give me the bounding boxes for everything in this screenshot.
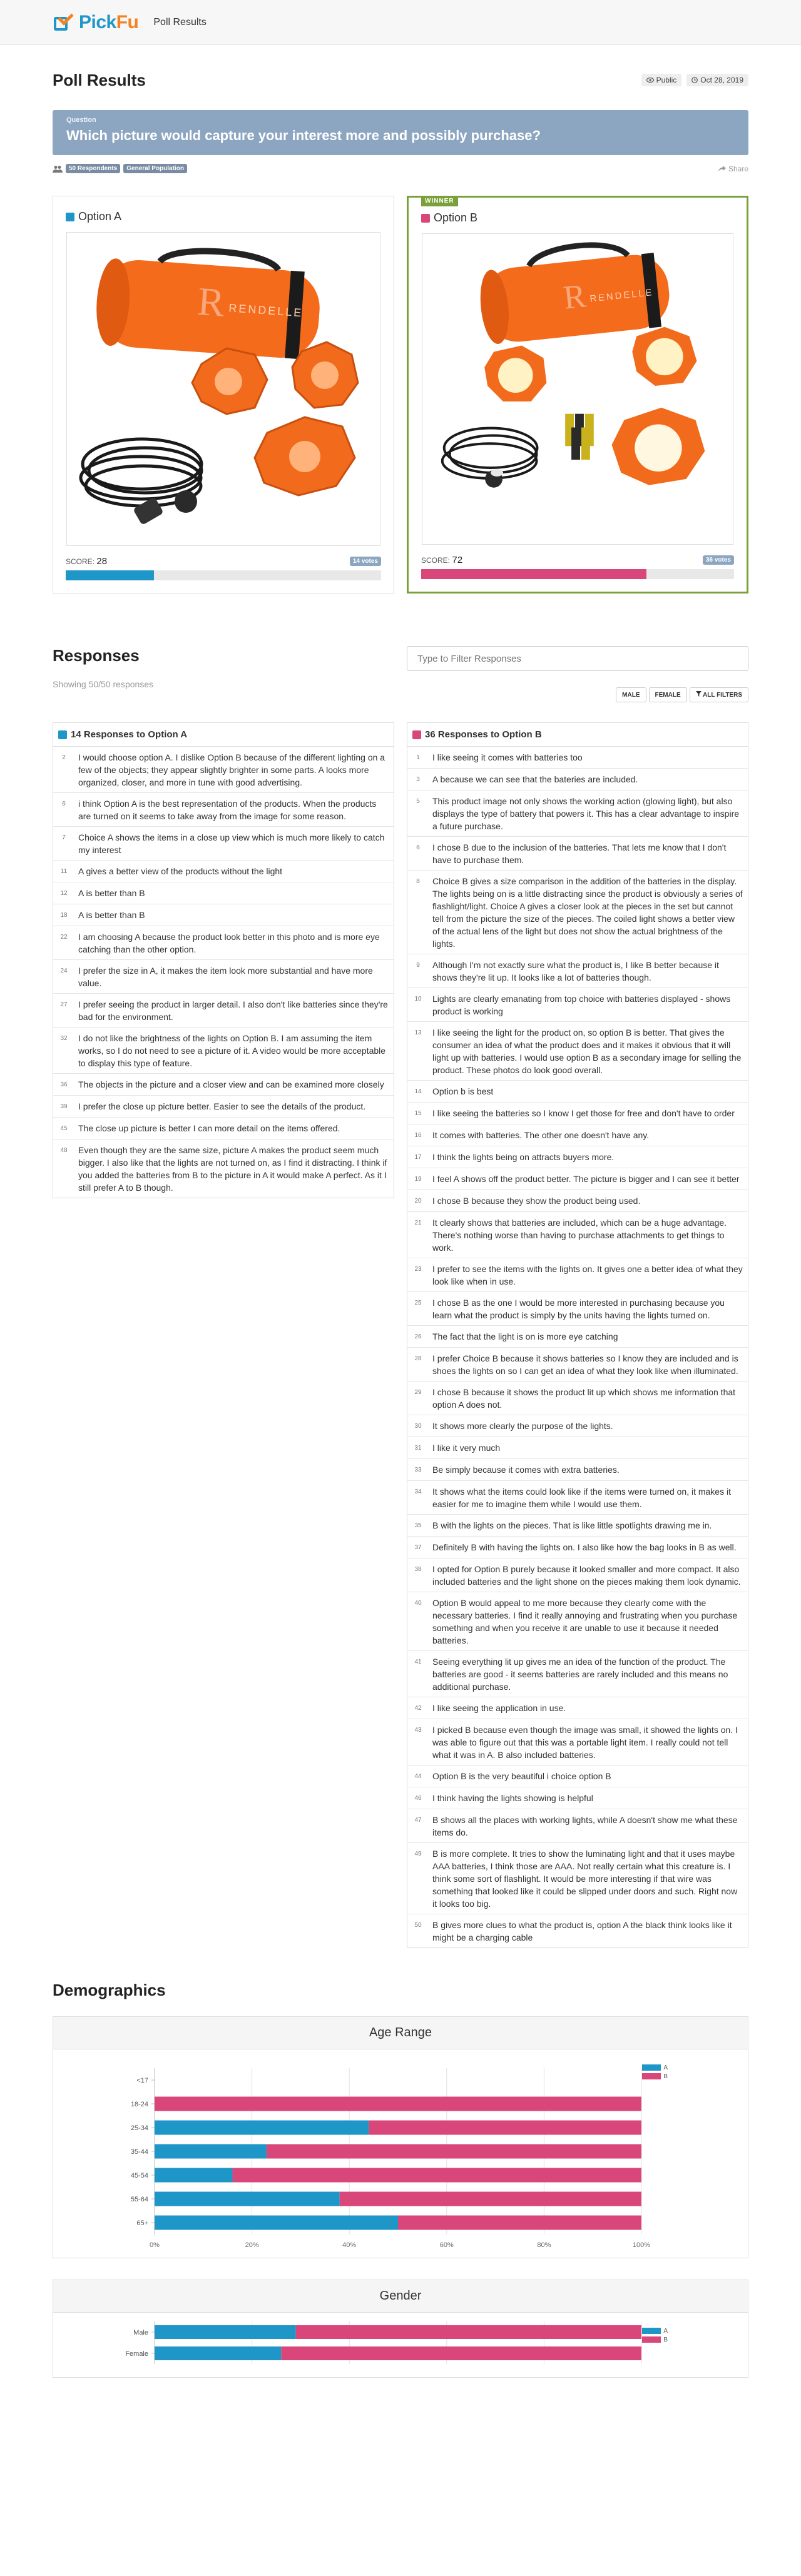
respondent-number: 48 <box>60 1147 68 1154</box>
option-b-response <box>407 871 748 954</box>
respondent-number: 19 <box>414 1176 422 1183</box>
option-a-response <box>53 861 394 882</box>
response-text: It shows more clearly the purpose of the lights. <box>432 1421 613 1431</box>
x-tick-label: 20% <box>245 2241 259 2249</box>
response-text: I chose B because they show the product being used. <box>432 1196 641 1206</box>
response-text: Choice A shows the items in a close up view which is much more likely to catch my interest <box>78 832 385 855</box>
respondents-tag[interactable]: 50 Respondents <box>66 164 120 173</box>
response-text: I do not like the brightness of the lights on Option B. I am assuming the item works, so I do not need to see a picture of it. A video would be more acceptable to display this type of feature. <box>78 1033 386 1068</box>
category-label: 55-64 <box>130 2196 148 2203</box>
option-a-score-fill <box>66 570 154 580</box>
option-b-votes: 36 votes <box>703 555 734 565</box>
respondent-number: 35 <box>414 1522 422 1529</box>
option-b-response <box>407 1124 748 1146</box>
option-a-responses-heading: 14 Responses to Option A <box>71 729 188 740</box>
response-text: I prefer Choice B because it shows batteries so I know they are included and is shoes the lights on so I can get an idea of what they look like when illuminated. <box>432 1353 738 1376</box>
respondent-number: 21 <box>414 1220 422 1226</box>
respondent-number: 13 <box>414 1029 422 1036</box>
responses-count: Showing 50/50 responses <box>53 679 154 689</box>
gender-chart-title: Gender <box>53 2280 748 2313</box>
respondent-number: 46 <box>414 1795 422 1802</box>
option-b-response <box>407 1168 748 1190</box>
option-b-response <box>407 1437 748 1459</box>
age-range-chart-title: Age Range <box>53 2017 748 2049</box>
respondent-number: 43 <box>414 1727 422 1734</box>
respondent-number: 6 <box>416 844 420 851</box>
x-tick-label: 0% <box>150 2241 160 2249</box>
response-text: This product image not only shows the working action (glowing light), but also displays the type of battery that powers it. This has a clear advantage to inspire a future purchase. <box>432 796 740 831</box>
response-text: It comes with batteries. The other one doesn't have any. <box>432 1130 650 1140</box>
option-b-score-bar <box>421 569 734 579</box>
gender-chart-card <box>53 2280 748 2378</box>
bar-segment-b[interactable] <box>155 2097 641 2111</box>
response-text: I think the lights being on attracts buyers more. <box>432 1152 615 1162</box>
response-text: Be simply because it comes with extra batteries. <box>432 1465 620 1475</box>
question-text: Which picture would capture your interest more and possibly purchase? <box>66 128 541 143</box>
winner-badge: WINNER <box>421 196 458 206</box>
filter-female-button[interactable]: FEMALE <box>649 687 687 702</box>
option-b-response <box>407 1348 748 1381</box>
option-a-product-picture <box>67 233 380 545</box>
legend-a-label: A <box>663 2327 668 2335</box>
option-b-responses-heading: 36 Responses to Option B <box>425 729 542 740</box>
bar-segment-b[interactable] <box>267 2144 641 2159</box>
legend-b-label: B <box>663 2073 668 2080</box>
response-text: I prefer seeing the product in larger detail. I also don't like batteries since they're bad for the environment. <box>78 999 388 1022</box>
bar-segment-b[interactable] <box>296 2325 641 2339</box>
response-text: A is better than B <box>78 888 145 898</box>
respondent-number: 25 <box>414 1300 422 1306</box>
respondent-number: 30 <box>414 1423 422 1430</box>
users-icon <box>53 165 63 173</box>
category-label: 45-54 <box>130 2172 148 2179</box>
option-a-swatch <box>58 730 67 739</box>
response-text: I like seeing the light for the product on, so option B is better. That gives the consumer an idea of what the product does and it makes it obvious that it will light up with batteries. I would use option B as a secondary image for selling the product. These photos do look good overall. <box>432 1028 742 1075</box>
audience-tag[interactable]: General Population <box>123 164 187 173</box>
logo-check-icon <box>53 12 74 33</box>
response-text: B is more complete. It tries to show the luminating light and that it uses maybe AAA batteries, I think those are AAA. Not really certain what this creature is. I think some sort of flashlight. It would be more interesting if that wire was something that looked like it could be slipped under doors and such. Right now it looks too big. <box>432 1849 738 1909</box>
gender-chart-legend <box>642 2326 668 2344</box>
respondent-number: 22 <box>60 934 68 941</box>
respondent-number: 28 <box>414 1355 422 1362</box>
respondent-number: 26 <box>414 1333 422 1340</box>
option-b-response <box>407 1190 748 1212</box>
respondent-number: 47 <box>414 1817 422 1824</box>
respondent-number: 41 <box>414 1659 422 1665</box>
svg-text:RENDELLE: RENDELLE <box>228 301 304 320</box>
response-text: i think Option A is the best representation of the products. When the products are turned on it seems to take away from the image for some reason. <box>78 799 377 821</box>
age-chart-legend <box>642 2063 668 2081</box>
visibility-badge: Public <box>641 74 682 86</box>
option-b-responses <box>407 722 748 1948</box>
response-text: I feel A shows off the product better. The picture is bigger and I can see it better <box>432 1174 740 1184</box>
response-text: I prefer the close up picture better. Easier to see the details of the product. <box>78 1101 366 1111</box>
option-a-responses <box>53 722 394 1198</box>
response-text: I like seeing it comes with batteries too <box>432 752 583 762</box>
respondent-number: 8 <box>416 878 420 885</box>
response-text: Although I'm not exactly sure what the product is, I like B better because it shows they're lit up. It looks like a lot of batteries though. <box>432 960 719 982</box>
option-b-response <box>407 1843 748 1914</box>
response-text: I like seeing the application in use. <box>432 1703 566 1713</box>
option-b-response <box>407 1459 748 1481</box>
respondent-number: 36 <box>60 1081 68 1088</box>
option-a-response <box>53 926 394 960</box>
option-b-response <box>407 1651 748 1697</box>
option-b-swatch <box>421 214 430 223</box>
respondent-number: 1 <box>416 754 420 761</box>
respondent-number: 50 <box>414 1922 422 1929</box>
option-a-votes: 14 votes <box>350 557 381 566</box>
response-text: I chose B because it shows the product lit up which shows me information that option A does not. <box>432 1387 736 1410</box>
share-link[interactable]: Share <box>718 164 748 173</box>
option-b-card <box>407 196 748 593</box>
category-label: Male <box>133 2329 148 2336</box>
respondent-number: 40 <box>414 1600 422 1607</box>
respondent-number: 7 <box>62 834 66 841</box>
respondent-number: 14 <box>414 1088 422 1095</box>
option-b-score-fill <box>421 569 646 579</box>
response-text: I think having the lights showing is helpful <box>432 1793 593 1803</box>
respondent-number: 24 <box>60 967 68 974</box>
option-b-response <box>407 790 748 837</box>
svg-text:RENDELLE: RENDELLE <box>589 288 655 305</box>
option-b-response <box>407 1537 748 1558</box>
respondent-number: 31 <box>414 1445 422 1452</box>
date-badge: Oct 28, 2019 <box>686 74 748 86</box>
response-text: Option B is the very beautiful i choice option B <box>432 1771 611 1781</box>
option-a-card <box>53 196 394 593</box>
legend-b-label: B <box>663 2336 668 2343</box>
respondent-number: 49 <box>414 1851 422 1857</box>
response-text: I chose B as the one I would be more interested in purchasing because you learn what the product is simply by the units having the lights turned on. <box>432 1298 725 1320</box>
option-a-response <box>53 904 394 926</box>
option-b-response <box>407 1787 748 1809</box>
bar-segment-a[interactable] <box>155 2216 398 2230</box>
option-b-response <box>407 1809 748 1843</box>
clock-icon <box>691 77 698 83</box>
top-navbar <box>0 0 801 45</box>
respondent-number: 37 <box>414 1544 422 1551</box>
response-text: I am choosing A because the product look better in this photo and is more eye catching than the other option. <box>78 932 380 954</box>
bar-segment-a[interactable] <box>155 2121 369 2135</box>
option-b-response <box>407 1415 748 1437</box>
x-tick-label: 80% <box>537 2241 551 2249</box>
pickfu-logo[interactable] <box>53 12 138 33</box>
respondent-number: 6 <box>62 801 66 807</box>
response-text: It clearly shows that batteries are included, which can be a huge advantage. There's nothing worse than having to purchase attachments to get things to work. <box>432 1218 727 1253</box>
filter-icon <box>696 691 702 697</box>
svg-text:R: R <box>196 278 227 325</box>
respondent-number: 42 <box>414 1705 422 1712</box>
respondent-number: 15 <box>414 1110 422 1117</box>
bar-segment-b[interactable] <box>232 2168 641 2183</box>
age-range-chart-card <box>53 2016 748 2258</box>
respondent-number: 12 <box>60 890 68 897</box>
option-a-response <box>53 1096 394 1118</box>
svg-text:R: R <box>561 276 588 316</box>
response-text: Definitely B with having the lights on. I also like how the bag looks in B as well. <box>432 1542 737 1552</box>
all-filters-button[interactable]: ALL FILTERS <box>690 687 748 702</box>
respondent-number: 5 <box>416 798 420 805</box>
option-b-response <box>407 1326 748 1348</box>
option-a-response <box>53 960 394 994</box>
response-text: I opted for Option B purely because it looked smaller and more compact. It also included batteries and the light shone on the pieces making them look dynamic. <box>432 1564 741 1587</box>
response-text: The close up picture is better I can more detail on the items offered. <box>78 1123 340 1133</box>
bar-segment-a[interactable] <box>155 2168 232 2183</box>
respondent-number: 38 <box>414 1566 422 1573</box>
option-b-response <box>407 1258 748 1292</box>
option-b-response <box>407 1103 748 1124</box>
option-a-response <box>53 747 394 793</box>
response-text: Option b is best <box>432 1086 494 1096</box>
question-label: Question <box>66 116 96 124</box>
response-text: I like it very much <box>432 1443 501 1453</box>
respondent-number: 32 <box>60 1035 68 1042</box>
bar-segment-b[interactable] <box>369 2121 641 2135</box>
option-b-response <box>407 1914 748 1947</box>
response-text: Seeing everything lit up gives me an idea of the function of the product. The batteries are good - it seems batteries are rarely included and this means no additional purchase. <box>432 1657 728 1692</box>
response-text: Option B would appeal to me more because they clearly come with the necessary batteries. I find it really annoying and frustrating when you purchase something and when you receive it are unable to use it because it needed batteries. <box>432 1598 738 1645</box>
response-text: I like seeing the batteries so I know I get those for free and don't have to order <box>432 1108 735 1118</box>
option-b-response <box>407 1146 748 1168</box>
option-a-score-bar <box>66 570 381 580</box>
option-a-response <box>53 1028 394 1074</box>
response-text: I picked B because even though the image was small, it showed the lights on. I was able to figure out that this was a portable light item. I really could not tell what it was in A. B also included batteries. <box>432 1725 738 1760</box>
option-a-response <box>53 827 394 861</box>
category-label: 65+ <box>136 2220 148 2227</box>
option-b-response <box>407 747 748 769</box>
category-label: 25-34 <box>130 2124 148 2132</box>
option-b-label: Option B <box>434 211 478 224</box>
response-text: The objects in the picture and a closer view and can be examined more closely <box>78 1079 384 1089</box>
legend-a-label: A <box>663 2064 668 2071</box>
option-b-response <box>407 988 748 1022</box>
bar-segment-a[interactable] <box>155 2192 340 2206</box>
respondent-number: 44 <box>414 1773 422 1780</box>
option-b-response <box>407 1022 748 1081</box>
x-tick-label: 100% <box>632 2241 651 2249</box>
option-b-response <box>407 1481 748 1515</box>
eye-icon <box>646 78 654 83</box>
option-a-response <box>53 793 394 827</box>
respondent-number: 10 <box>414 996 422 1003</box>
option-a-image[interactable] <box>66 232 380 546</box>
option-b-score: SCORE: 72 <box>421 555 463 565</box>
filter-male-button[interactable]: MALE <box>616 687 646 702</box>
respondent-number: 39 <box>60 1103 68 1110</box>
respondent-number: 27 <box>60 1001 68 1008</box>
response-text: B gives more clues to what the product is, option A the black think looks like it might be a charging cable <box>432 1920 732 1942</box>
category-label: 18-24 <box>130 2101 148 2108</box>
option-a-label: Option A <box>78 210 122 223</box>
x-tick-label: 40% <box>342 2241 357 2249</box>
respondent-number: 11 <box>60 868 68 875</box>
option-b-response <box>407 1292 748 1326</box>
option-b-response <box>407 954 748 988</box>
option-b-response <box>407 1212 748 1258</box>
response-text: I prefer to see the items with the lights on. It gives one a better idea of what they look like when in use. <box>432 1264 743 1286</box>
respondent-number: 18 <box>60 912 68 919</box>
responses-title: Responses <box>53 646 140 665</box>
respondent-number: 2 <box>62 754 66 761</box>
option-b-response <box>407 837 748 871</box>
nav-page-title: Poll Results <box>153 16 207 28</box>
option-b-response <box>407 1381 748 1415</box>
category-label: 35-44 <box>130 2148 148 2156</box>
bar-segment-b[interactable] <box>340 2192 641 2206</box>
response-text: B shows all the places with working lights, while A doesn't show me what these items do. <box>432 1815 738 1837</box>
response-text: A is better than B <box>78 910 145 920</box>
response-text: B with the lights on the pieces. That is like little spotlights drawing me in. <box>432 1520 712 1530</box>
response-text: I would choose option A. I dislike Option B because of the different lighting on a few of the objects; they appear slightly brighter in some parts. A looks more organized, closer, and more in tune with good advertising. <box>78 752 385 787</box>
bar-segment-a[interactable] <box>155 2144 267 2159</box>
respondent-number: 20 <box>414 1198 422 1205</box>
x-tick-label: 60% <box>439 2241 454 2249</box>
response-text: Choice B gives a size comparison in the addition of the batteries in the display. The lights being on is a little distracting since the product is obviously a series of flashlight/light. Choice A gives a closer look at the pieces in the set but cannot tell from the picture the size of the pieces. The coiled light shows a better view of the actual lens of the light but does not show the actual brightness of the lights. <box>432 876 743 949</box>
option-b-response <box>407 1081 748 1103</box>
respondent-number: 16 <box>414 1132 422 1139</box>
logo-wordmark: PickFu <box>79 11 139 33</box>
respondent-number: 23 <box>414 1266 422 1273</box>
option-a-response <box>53 1074 394 1096</box>
respondent-number: 9 <box>416 962 420 969</box>
option-b-response <box>407 1697 748 1719</box>
response-filter-input[interactable] <box>407 646 748 671</box>
question-box <box>53 110 748 155</box>
bar-segment-b[interactable] <box>281 2346 641 2360</box>
option-b-response <box>407 1719 748 1765</box>
option-a-response <box>53 1118 394 1139</box>
response-text: I prefer the size in A, it makes the item look more substantial and have more value. <box>78 966 373 988</box>
option-b-image[interactable] <box>422 233 733 545</box>
response-text: I chose B due to the inclusion of the batteries. That lets me know that I don't have to purchase them. <box>432 842 727 865</box>
response-text: The fact that the light is on is more eye catching <box>432 1331 618 1341</box>
option-b-response <box>407 1515 748 1537</box>
option-a-swatch <box>66 213 74 221</box>
bar-segment-a[interactable] <box>155 2325 296 2339</box>
respondent-number: 29 <box>414 1389 422 1396</box>
option-b-response <box>407 1765 748 1787</box>
respondent-number: 45 <box>60 1125 68 1132</box>
bar-segment-a[interactable] <box>155 2346 281 2360</box>
response-text: A gives a better view of the products without the light <box>78 866 283 876</box>
option-b-response <box>407 1592 748 1651</box>
option-b-swatch <box>412 730 421 739</box>
gender-chart <box>53 2313 748 2375</box>
response-text: Lights are clearly emanating from top choice with batteries displayed - shows product is working <box>432 994 731 1016</box>
demographics-title: Demographics <box>53 1981 166 1999</box>
response-text: A because we can see that the bateries are included. <box>432 774 638 784</box>
share-icon <box>718 166 726 172</box>
respondent-number: 3 <box>416 776 420 783</box>
category-label: <17 <box>136 2077 148 2084</box>
response-text: Even though they are the same size, picture A makes the product seem much bigger. I also like that the lights are not turned on, as I find it distracting. I think if you added the batteries from B to the picture in A it would make A perfect. As it I still prefer A to B though. <box>78 1145 387 1193</box>
option-b-response <box>407 769 748 790</box>
option-b-response <box>407 1558 748 1592</box>
option-a-response <box>53 994 394 1028</box>
bar-segment-b[interactable] <box>398 2216 641 2230</box>
option-a-response <box>53 1139 394 1198</box>
option-a-score: SCORE: 28 <box>66 556 108 567</box>
option-b-product-picture <box>422 234 733 544</box>
page-title: Poll Results <box>53 70 146 89</box>
respondent-number: 17 <box>414 1154 422 1161</box>
option-a-response <box>53 882 394 904</box>
response-text: It shows what the items could look like if the items were turned on, it makes it easier for me to imagine them while I would use them. <box>432 1487 731 1509</box>
respondent-number: 34 <box>414 1488 422 1495</box>
respondent-number: 33 <box>414 1467 422 1473</box>
category-label: Female <box>125 2350 148 2358</box>
